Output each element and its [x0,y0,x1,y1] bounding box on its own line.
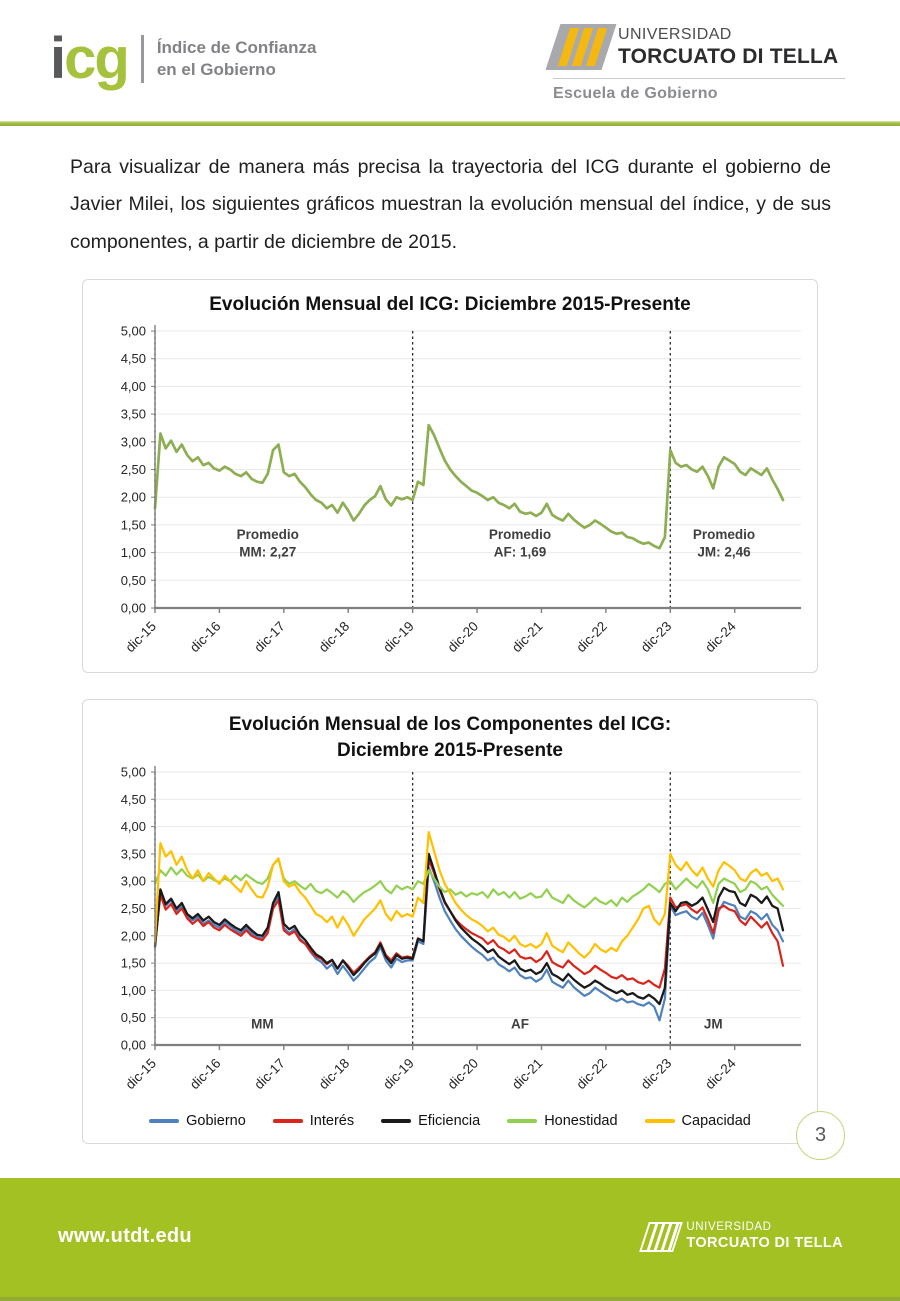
svg-text:1,50: 1,50 [120,517,146,533]
svg-text:PromedioAF: 1,69: Promedio AF: 1,69 [488,526,552,560]
svg-text:PromedioJM: 2,46: Promedio JM: 2,46 [692,526,756,560]
svg-text:dic-17: dic-17 [251,1055,288,1093]
legend-item-capacidad [645,1113,751,1129]
legend-item-interés [273,1113,354,1129]
series-gobierno [155,868,783,1021]
page-footer [0,1178,900,1301]
footer-bottom-edge [0,1297,900,1301]
svg-text:dic-16: dic-16 [186,1055,224,1093]
svg-text:dic-21: dic-21 [508,618,546,656]
icg-caption [157,37,317,82]
icg-caption-line1: Índice de Confianza [156,37,317,57]
legend-item-gobierno [149,1113,246,1129]
legend-swatch-interés [273,1119,303,1123]
legend-label: Honestidad [544,1113,618,1130]
icg-letter-i: i [50,26,65,91]
svg-text:JM: JM [703,1016,723,1032]
svg-text:5,00: 5,00 [120,323,146,339]
svg-text:0,50: 0,50 [120,572,146,588]
svg-text:dic-23: dic-23 [637,618,675,656]
svg-text:dic-15: dic-15 [122,618,160,656]
legend-label: Capacidad [681,1113,751,1130]
svg-text:2,50: 2,50 [120,901,146,917]
footer-content [0,1178,900,1301]
legend-item-honestidad [507,1113,617,1129]
utdt-header-block [553,24,845,103]
svg-text:dic-18: dic-18 [315,618,353,656]
icg-monthly-chart [83,318,819,670]
chart2-title-line2: Diciembre 2015-Presente [336,739,563,761]
icg-logo [50,26,317,91]
series-interés [155,860,783,988]
chart2-legend [83,1113,817,1129]
svg-text:3,50: 3,50 [120,406,146,422]
svg-text:dic-17: dic-17 [251,618,288,656]
footer-utdt-stripes-icon [639,1222,683,1252]
svg-text:0,50: 0,50 [120,1010,146,1026]
legend-swatch-gobierno [149,1119,179,1123]
svg-text:1,50: 1,50 [120,955,146,971]
svg-text:2,50: 2,50 [120,461,146,477]
svg-text:dic-19: dic-19 [380,618,417,656]
svg-text:PromedioMM: 2,27: Promedio MM: 2,27 [236,526,299,560]
utdt-name-label: TORCUATO DI TELLA [618,44,839,68]
utdt-stripes-icon [546,24,617,70]
svg-text:dic-22: dic-22 [573,618,610,656]
legend-item-eficiencia [381,1113,480,1129]
page-number-badge [796,1111,845,1160]
chart1-title: Evolución Mensual del ICG: Diciembre 2015-Presente [209,294,691,316]
chart2-title [83,712,817,763]
svg-text:3,00: 3,00 [120,434,146,450]
footer-utdt-name-label: TORCUATO DI TELLA [686,1234,843,1251]
legend-label: Interés [309,1113,355,1130]
website-link[interactable]: www.utdt.edu [58,1225,192,1247]
legend-swatch-eficiencia [381,1119,411,1123]
utdt-logo [553,24,845,70]
footer-universidad-label: UNIVERSIDAD [686,1220,772,1233]
page-number: 3 [814,1124,827,1146]
svg-text:3,50: 3,50 [120,846,146,862]
svg-text:AF: AF [510,1016,529,1032]
utdt-universidad-label: UNIVERSIDAD [618,26,732,44]
svg-text:dic-24: dic-24 [702,1055,739,1093]
logo-separator [141,35,144,83]
svg-text:dic-18: dic-18 [315,1055,353,1093]
svg-text:4,00: 4,00 [120,378,146,394]
svg-text:4,50: 4,50 [120,351,146,367]
components-chart [83,763,819,1111]
svg-text:2,00: 2,00 [120,489,146,505]
svg-text:4,50: 4,50 [120,792,146,808]
svg-text:5,00: 5,00 [120,764,146,780]
header-green-divider [0,121,900,126]
page-header [0,0,900,103]
svg-text:dic-20: dic-20 [444,618,482,656]
svg-text:dic-19: dic-19 [380,1055,417,1093]
svg-text:dic-23: dic-23 [637,1055,675,1093]
svg-text:0,00: 0,00 [120,600,146,616]
svg-text:1,00: 1,00 [120,983,146,999]
svg-text:0,00: 0,00 [120,1037,146,1053]
footer-utdt-text [686,1221,843,1252]
svg-text:dic-21: dic-21 [508,1055,546,1093]
legend-label: Gobierno [186,1113,246,1130]
svg-text:dic-15: dic-15 [122,1055,160,1093]
components-chart-card [82,699,818,1144]
legend-swatch-honestidad [507,1119,537,1123]
svg-text:dic-16: dic-16 [186,618,224,656]
school-label: Escuela de Gobierno [553,85,718,102]
utdt-logo-text [618,26,838,67]
svg-text:3,00: 3,00 [120,873,146,889]
svg-text:2,00: 2,00 [120,928,146,944]
legend-swatch-capacidad [645,1119,675,1123]
svg-text:dic-24: dic-24 [702,618,739,656]
footer-utdt-logo [644,1221,843,1252]
legend-label: Eficiencia [418,1113,481,1130]
icg-caption-line2: en el Gobierno [156,60,276,79]
svg-text:1,00: 1,00 [120,545,146,561]
icg-monthly-chart-card [82,279,818,673]
svg-text:MM: MM [251,1016,274,1032]
svg-text:4,00: 4,00 [120,819,146,835]
chart2-title-line1: Evolución Mensual de los Componentes del ICG: [228,713,672,735]
icg-letters-cg: cg [64,26,128,91]
icg-wordmark [50,26,128,91]
svg-text:dic-22: dic-22 [573,1055,610,1093]
intro-paragraph: Para visualizar de manera más precisa la trayectoria del ICG durante el gobierno de Javier Milei, los siguientes gráficos muestran la evolución mensual del índice, y de sus componentes, a partir de diciembre de 2015. [70,156,831,253]
svg-text:dic-20: dic-20 [444,1055,482,1093]
utdt-divider-line [553,78,845,79]
